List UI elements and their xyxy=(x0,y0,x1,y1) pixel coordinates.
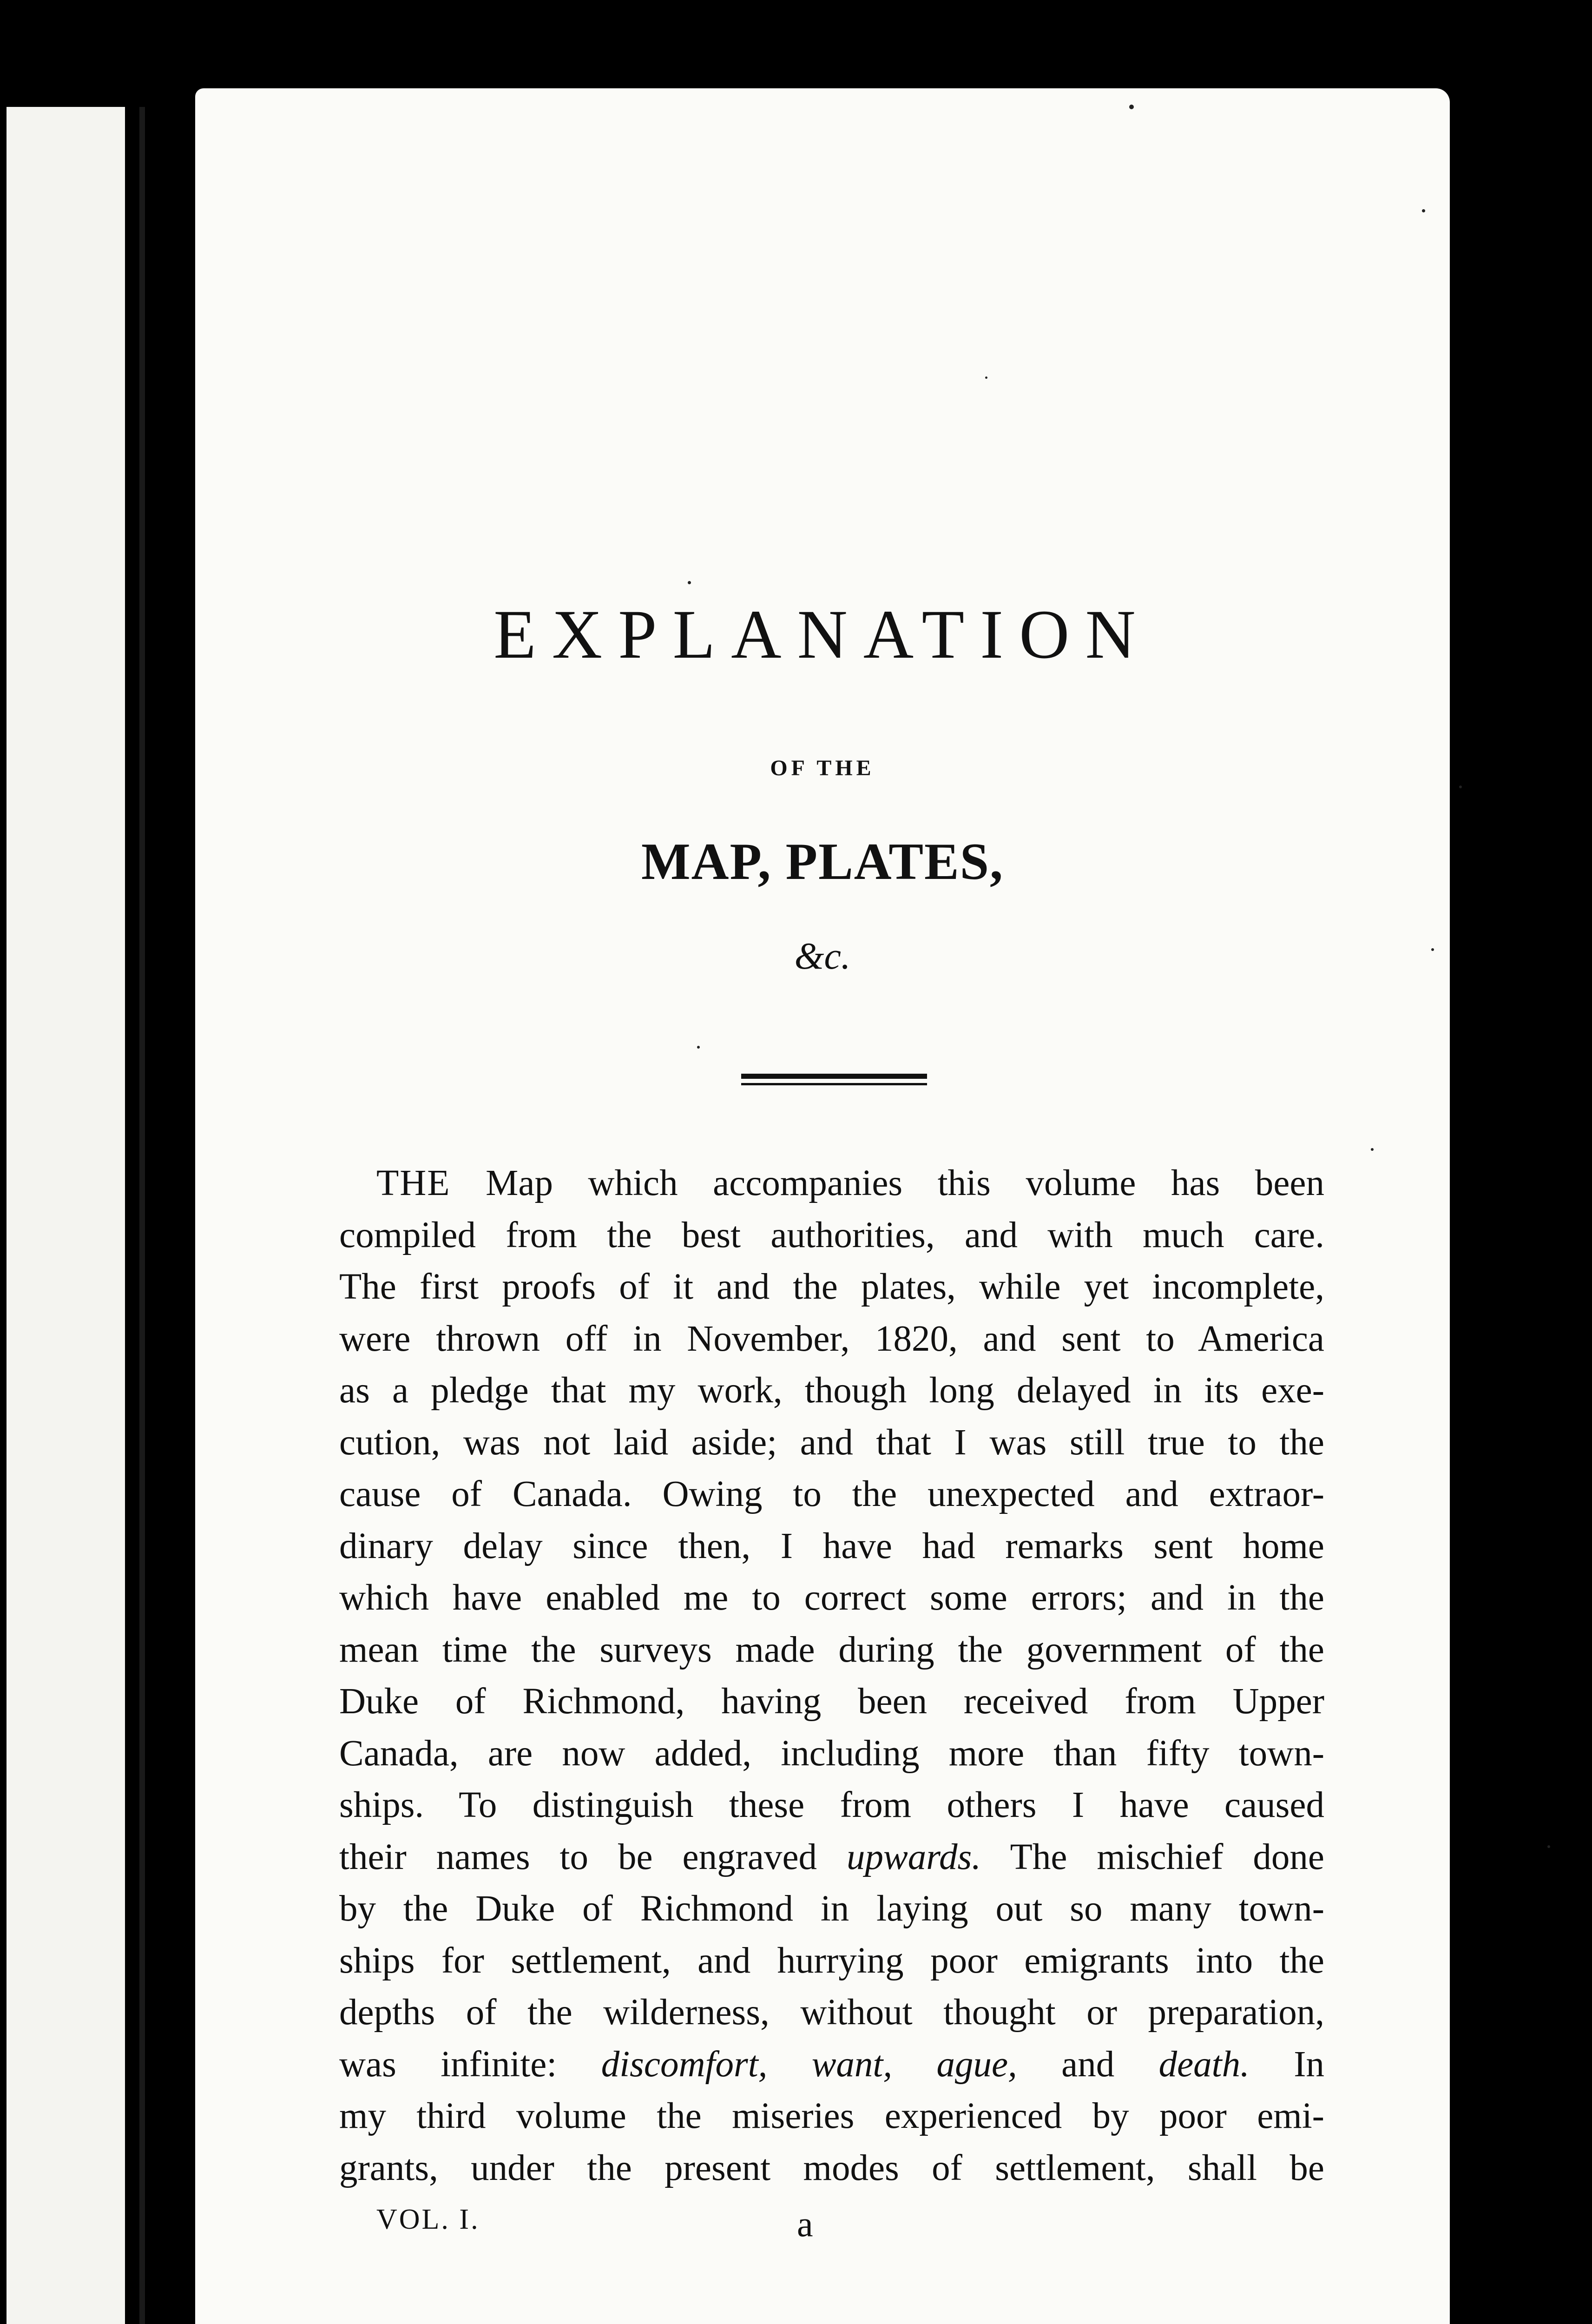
text-line: as a pledge that my work, though long delayed in its exe- xyxy=(339,1370,1324,1411)
text-line: dinary delay since then, I have had remarks sent home xyxy=(339,1525,1324,1566)
speck xyxy=(1422,209,1425,212)
double-rule-bottom xyxy=(741,1083,927,1085)
speck xyxy=(1129,105,1134,109)
text-fragment: and xyxy=(1061,2044,1115,2085)
page-edge xyxy=(7,107,125,2324)
text-line: my third volume the miseries experienced by poor emi- xyxy=(339,2096,1324,2136)
text-line: by the Duke of Richmond in laying out so many town- xyxy=(339,1888,1324,1929)
page-title: EXPLANATION xyxy=(493,596,1151,673)
binding-line xyxy=(139,107,145,2324)
signature-mark: a xyxy=(797,2204,813,2244)
text-line: compiled from the best authorities, and with much care. xyxy=(339,1215,1324,1255)
speck xyxy=(985,376,987,379)
speck xyxy=(697,1046,700,1049)
title-etc: &c. xyxy=(794,935,851,977)
text-line: which have enabled me to correct some errors; and in the xyxy=(339,1578,1324,1618)
lead-word: THE xyxy=(376,1163,451,1203)
text-line: cause of Canada. Owing to the unexpected and extraor- xyxy=(339,1474,1324,1514)
title-connector: OF THE xyxy=(770,756,875,780)
speck xyxy=(1371,1148,1374,1151)
double-rule-top xyxy=(741,1074,927,1079)
italic-text: upwards. xyxy=(847,1836,981,1877)
text-line: cution, was not laid aside; and that I was still true to the xyxy=(339,1422,1324,1463)
text-line: grants, under the present modes of settlement, shall be xyxy=(339,2147,1324,2188)
text-fragment: Map which accompanies this volume has been xyxy=(486,1163,1324,1203)
text-line: were thrown off in November, 1820, and sent to America xyxy=(339,1318,1324,1359)
text-fragment: their names to be engraved xyxy=(339,1836,817,1877)
volume-marker: VOL. I. xyxy=(376,2204,480,2235)
page-subtitle: MAP, PLATES, xyxy=(641,833,1004,891)
text-fragment: The mischief done xyxy=(1010,1836,1324,1877)
text-line: Duke of Richmond, having been received from Upper xyxy=(339,1681,1324,1722)
binding-shadow xyxy=(125,107,195,2324)
text-line: mean time the surveys made during the government of the xyxy=(339,1629,1324,1670)
text-fragment: was infinite: xyxy=(339,2044,557,2085)
text-line: The first proofs of it and the plates, while yet incomplete, xyxy=(339,1267,1324,1307)
text-line: Canada, are now added, including more than fifty town- xyxy=(339,1733,1324,1774)
italic-text: death. xyxy=(1158,2044,1250,2085)
text-line xyxy=(339,1157,1324,1209)
body-paragraph xyxy=(339,1157,1324,2194)
speck xyxy=(1547,1845,1550,1848)
text-line: ships for settlement, and hurrying poor emigrants into the xyxy=(339,1940,1324,1981)
speck xyxy=(688,581,691,584)
speck xyxy=(1459,786,1462,788)
text-line: ships. To distinguish these from others I have caused xyxy=(339,1785,1324,1825)
text-fragment: In xyxy=(1294,2044,1325,2085)
text-line xyxy=(339,2039,1324,2091)
text-line: depths of the wilderness, without thought or preparation, xyxy=(339,1992,1324,2033)
text-line xyxy=(339,1831,1324,1883)
italic-text: discomfort, want, ague, xyxy=(601,2044,1017,2085)
